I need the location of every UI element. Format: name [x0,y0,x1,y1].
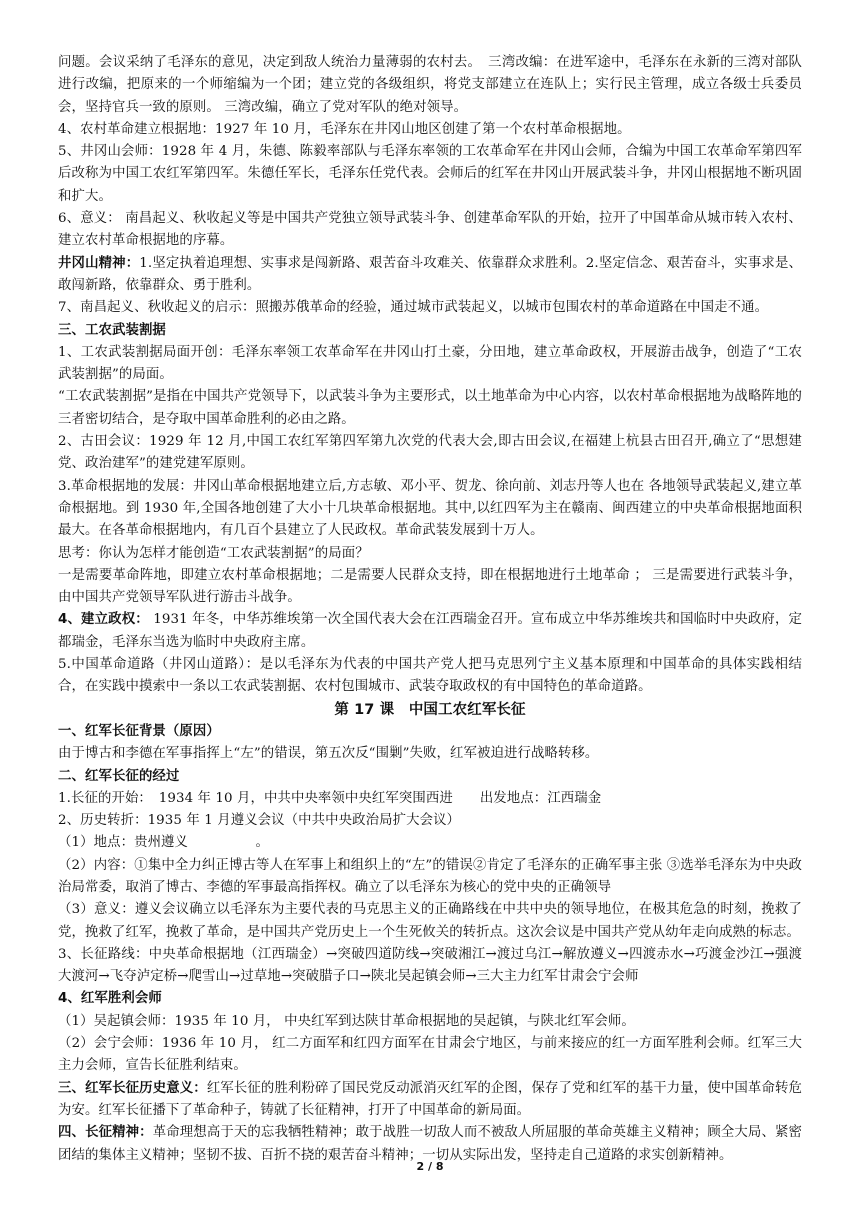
paragraph [58,565,802,610]
bold-label: 井冈山精神： [58,255,140,271]
paragraph-text: （2）会宁会师：1936 年 10 月， 红二方面军和红四方面军在甘肃会宁地区，与前来接应的红一方面军胜利会师。红军三大主力会师，宣告长征胜利结束。 [58,1036,802,1074]
paragraph [58,52,802,119]
section-heading: 三、工农武装割据 [58,322,166,338]
paragraph [58,788,802,810]
paragraph-text: 思考：你认为怎样才能创造“工农武装割据”的局面？ [58,545,369,561]
paragraph [58,543,802,565]
paragraph-text: 3.革命根据地的发展：井冈山革命根据地建立后,方志敏、邓小平、贺龙、徐向前、刘志丹等人也在 各地领导武装起义,建立革命根据地。到 1930 年,全国各地创建了大小十几块革命根据地。其中,以红四军为主在赣南、闽西建立的中央革命根据地面积最大。在各革命根据地内，有几百个县建立了人民政权。革命武装发展到十万人。 [58,478,802,539]
bold-label: 建立政权： [81,612,149,628]
paragraph-text: 由于博古和李德在军事指挥上“左”的错误，第五次反“围剿”失败，红军被迫进行战略转移。 [58,746,599,762]
paragraph [58,855,802,900]
paragraph-text: （2）内容：①集中全力纠正博古等人在军事上和组织上的“左”的错误②肯定了毛泽东的正确军事主张 ③选举毛泽东为中央政治局常委，取消了博古、李德的军事最高指挥权。确立了以毛泽东为核心的党中央的正确领导 [58,857,802,895]
paragraph [58,141,802,208]
paragraph-prefix: 4、 [58,612,82,628]
page-number: 2 / 8 [416,1160,444,1173]
paragraph [58,654,802,699]
paragraph-text: 红军长征的胜利粉碎了国民党反动派消灭红军的企图，保存了党和红军的基干力量，使中国革命转危为安。红军长征播下了革命种子，铸就了长征精神，打开了中国革命的新局面。 [58,1080,802,1118]
paragraph [58,342,802,387]
paragraph-text: 7、南昌起义、秋收起义的启示：照搬苏俄革命的经验，通过城市武装起义，以城市包围农村的革命道路在中国走不通。 [58,300,769,316]
section-heading: 二、红军长征的经过 [58,768,180,784]
paragraph-text: 2、历史转折：1935 年 1 月遵义会议（中共中央政治局扩大会议） [58,813,461,829]
document-body [58,52,802,1167]
lesson-title: 第 17 课 中国工农红军长征 [334,701,526,718]
paragraph-text: 1.长征的开始： 1934 年 10 月，中共中央率领中央红军突围西进 出发地点：江西瑞金 [58,790,602,806]
paragraph [58,1033,802,1078]
paragraph [58,1011,802,1033]
paragraph [58,386,802,431]
bold-label: 长征精神： [85,1125,153,1141]
paragraph-text: 2、古田会议：1929 年 12 月,中国工农红军第四军第九次党的代表大会,即古田会议,在福建上杭县古田召开,确立了“思想建党、政治建军”的建党建军原则。 [58,434,802,472]
paragraph [58,431,802,476]
paragraph [58,609,802,654]
paragraph-text: 问题。会议采纳了毛泽东的意见，决定到敌人统治力量薄弱的农村去。 三湾改编：在进军途中，毛泽东在永新的三湾对部队进行改编，把原来的一个师缩编为一个团；建立党的各级组织，将党支部建立在连队上；实行民主管理，成立各级士兵委员会，坚持官兵一致的原则。 三湾改编，确立了党对军队的绝对领导。 [58,55,802,115]
paragraph-text: （1）吴起镇会师：1935 年 10 月， 中央红军到达陕甘革命根据地的吴起镇，与陕北红军会师。 [58,1013,635,1029]
paragraph [58,297,802,319]
paragraph-text: 革命理想高于天的忘我牺牲精神；敢于战胜一切敌人而不被敌人所屈服的革命英雄主义精神；顾全大局、紧密团结的集体主义精神；坚韧不拔、百折不挠的艰苦奋斗精神；一切从实际出发，坚持走自己道路的求实创新精神。 [58,1125,803,1163]
paragraph [58,810,802,832]
paragraph-text: （3）意义：遵义会议确立以毛泽东为主要代表的马克思主义的正确路线在中共中央的领导地位，在极其危急的时刻，挽救了党，挽救了红军，挽救了革命，是中国共产党历史上一个生死攸关的转折点。这次会议是中国共产党从幼年走向成熟的标志。 [58,902,802,940]
paragraph-text: 1、工农武装割据局面开创：毛泽东率领工农革命军在井冈山打土豪，分田地，建立革命政权，开展游击战争，创造了“工农武装割据”的局面。 [58,344,802,383]
bold-label: 红军长征历史意义： [85,1080,207,1096]
paragraph [58,253,802,298]
paragraph-text: 1.坚定执着追理想、实事求是闯新路、艰苦奋斗攻难关、依靠群众求胜利。2.坚定信念、艰苦奋斗，实事求是、敢闯新路，依靠群众、勇于胜利。 [58,255,802,293]
paragraph-text: 6、意义： 南昌起义、秋收起义等是中国共产党独立领导武装斗争、创建革命军队的开始，拉开了中国革命从城市转入农村、建立农村革命根据地的序幕。 [58,211,802,249]
section-heading: 4、红军胜利会师 [58,991,162,1007]
paragraph-prefix: 三、 [58,1080,86,1096]
paragraph-text: “工农武装割据”是指在中国共产党领导下，以武装斗争为主要形式，以土地革命为中心内容，以农村革命根据地为战略阵地的三者密切结合，是夺取中国革命胜利的必由之路。 [58,389,802,427]
paragraph [58,944,802,989]
paragraph-text: （1）地点：贵州遵义 。 [58,835,269,851]
paragraph [58,208,802,253]
paragraph [58,476,802,543]
paragraph-text: 5.中国革命道路（井冈山道路）：是以毛泽东为代表的中国共产党人把马克思列宁主义基本原理和中国革命的具体实践相结合，在实践中摸索中一条以工农武装割据、农村包围城市、武装夺取政权的有中国特色的革命道路。 [58,657,802,695]
paragraph-text: 1931 年冬，中华苏维埃第一次全国代表大会在江西瑞金召开。宣布成立中华苏维埃共和国临时中央政府，定都瑞金，毛泽东当选为临时中央政府主席。 [58,612,803,650]
paragraph-prefix: 四、 [58,1125,86,1141]
paragraph-text: 一是需要革命阵地，即建立农村革命根据地；二是需要人民群众支持，即在根据地进行土地革命 ； 三是需要进行武装斗争，由中国共产党领导军队进行游击斗战争。 [58,567,802,606]
paragraph [58,119,802,141]
paragraph [58,743,802,765]
section-heading: 一、红军长征背景（原因） [58,723,220,739]
paragraph-text: 5、井冈山会师：1928 年 4 月，朱德、陈毅率部队与毛泽东率领的工农革命军在井冈山会师，合编为中国工农革命军第四军后改称为中国工农红军第四军。朱德任军长，毛泽东任党代表。会师后的红军在井冈山开展武装斗争，井冈山根据地不断巩固和扩大。 [58,144,802,204]
paragraph [58,1078,802,1123]
paragraph-text: 3、长征路线：中央革命根据地（江西瑞金）→突破四道防线→突破湘江→渡过乌江→解放遵义→四渡赤水→巧渡金沙江→强渡大渡河→飞夺泸定桥→爬雪山→过草地→突破腊子口→陕北吴起镇会师→三大主力红军甘肃会宁会师 [58,946,802,985]
paragraph [58,899,802,944]
paragraph-text: 4、农村革命建立根据地：1927 年 10 月，毛泽东在井冈山地区创建了第一个农村革命根据地。 [58,121,631,137]
paragraph [58,832,802,854]
